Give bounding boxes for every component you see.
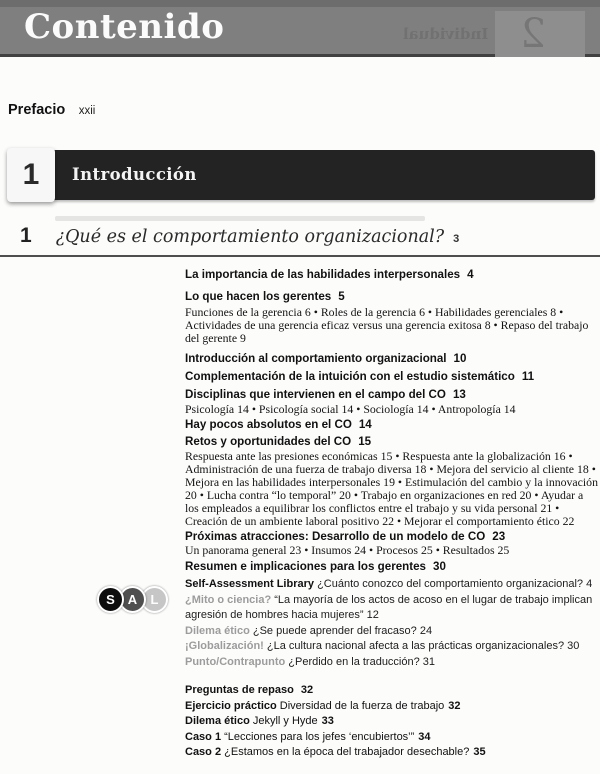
toc-heading-row bbox=[185, 290, 599, 303]
chapter-divider-rule bbox=[0, 255, 600, 257]
feature-page: 4 bbox=[586, 578, 593, 590]
toc-heading-label: Resumen e implicaciones para los gerentes bbox=[185, 560, 426, 573]
end-matter-row bbox=[185, 699, 599, 715]
bleed-through-number: 2 bbox=[520, 11, 546, 57]
end-matter-page: 35 bbox=[473, 746, 486, 758]
chapter-title: ¿Qué es el comportamiento organizacional? bbox=[55, 227, 445, 247]
sal-circle-a: A bbox=[119, 586, 146, 613]
end-matter-title: “Lecciones para los jefes ‘encubiertos’” bbox=[224, 730, 415, 743]
feature-page: 24 bbox=[419, 624, 433, 637]
toc-heading-page: 10 bbox=[453, 352, 467, 365]
print-bleed-smudge bbox=[55, 216, 425, 221]
end-matter-sections bbox=[185, 683, 599, 761]
toc-heading-row bbox=[185, 352, 599, 365]
toc-heading-page: 11 bbox=[521, 370, 535, 383]
feature-title: ¿La cultura nacional afecta a las prácticas organizacionales? bbox=[266, 640, 565, 652]
toc-heading-row bbox=[185, 560, 599, 573]
toc-heading-label: Hay pocos absolutos en el CO bbox=[185, 418, 352, 431]
toc-heading-page: 5 bbox=[338, 290, 345, 303]
toc-heading-page: 23 bbox=[492, 530, 506, 543]
toc-column bbox=[185, 263, 599, 761]
end-matter-row bbox=[185, 683, 599, 699]
toc-subtopics-row: Psicología 14 • Psicología social 14 • Sociología 14 • Antropología 14 bbox=[185, 402, 516, 416]
chapter-heading bbox=[20, 224, 459, 248]
feature-title: ¿Se puede aprender del fracaso? bbox=[252, 624, 417, 637]
toc-subtopics-row: Un panorama general 23 • Insumos 24 • Procesos 25 • Resultados 25 bbox=[185, 543, 510, 557]
toc-heading-row bbox=[185, 388, 599, 401]
toc-heading-row bbox=[185, 435, 599, 448]
end-matter-row bbox=[185, 730, 599, 746]
toc-heading-page: 14 bbox=[358, 418, 372, 431]
bleed-through-label: Individual bbox=[402, 25, 488, 43]
toc-heading-page: 15 bbox=[358, 435, 372, 448]
end-matter-label: Preguntas de repaso bbox=[185, 684, 294, 696]
toc-heading-page: 4 bbox=[467, 268, 474, 281]
feature-row bbox=[185, 655, 599, 671]
end-matter-page: 32 bbox=[300, 684, 314, 696]
feature-row bbox=[185, 577, 599, 593]
end-matter-page: 32 bbox=[448, 699, 461, 712]
part-bar bbox=[54, 150, 595, 200]
feature-label: Self-Assessment Library bbox=[185, 578, 314, 590]
feature-label: Dilema ético bbox=[185, 624, 250, 637]
feature-page: 30 bbox=[567, 640, 580, 652]
end-matter-title: Diversidad de la fuerza de trabajo bbox=[279, 699, 445, 712]
self-assessment-library-icon bbox=[97, 586, 168, 613]
sal-circle-l: L bbox=[141, 586, 168, 613]
part-number-box bbox=[7, 148, 55, 202]
end-matter-title: ¿Estamos en la época del trabajador desechable? bbox=[224, 746, 470, 758]
chapter-number: 1 bbox=[20, 224, 32, 247]
toc-heading-row bbox=[185, 530, 599, 543]
prefacio-row bbox=[8, 101, 95, 119]
feature-sections bbox=[185, 577, 599, 670]
end-matter-title: Jekyll y Hyde bbox=[252, 715, 318, 727]
end-matter-row bbox=[185, 745, 599, 761]
feature-label: Punto/Contrapunto bbox=[185, 655, 286, 668]
end-matter-page: 33 bbox=[321, 715, 334, 727]
part-banner bbox=[0, 148, 600, 202]
feature-row bbox=[185, 624, 599, 640]
toc-heading-page: 30 bbox=[433, 560, 446, 573]
feature-title: “La mayoría de los actos de acoso en el lugar de trabajo implican agresión de hombres hacia mujeres” bbox=[185, 593, 593, 621]
feature-row bbox=[185, 593, 599, 624]
feature-title: ¿Cuánto conozco del comportamiento organizacional? bbox=[317, 578, 584, 590]
toc-heading-page: 13 bbox=[452, 388, 466, 401]
feature-row bbox=[185, 639, 599, 655]
feature-label: ¡Globalización! bbox=[185, 640, 264, 652]
end-matter-label: Dilema ético bbox=[185, 715, 250, 727]
end-matter-label: Caso 1 bbox=[185, 730, 222, 743]
feature-page: 31 bbox=[422, 655, 436, 668]
toc-subtopics-row: Respuesta ante las presiones económicas 15 • Respuesta ante la globalización 16 • Administración de una fuerza de trabajo diversa 18 • Mejora del servicio al cliente 18 • Mejora en las habilidades interpersonales 19 • Estimulación del cambio y la innovación 20 • Lucha contra “lo temporal” 20 • Trabajo en organizaciones en red 20 • Ayudar a los empleados a equilibrar los conflictos entre el trabajo y su vida personal 21 • Creación de un ambiente laboral positivo 22 • Mejorar el comportamiento ético 22 bbox=[185, 449, 598, 528]
end-matter-label: Caso 2 bbox=[185, 746, 222, 758]
toc-heading-row bbox=[185, 418, 599, 431]
toc-heading-label: Disciplinas que intervienen en el campo del CO bbox=[185, 388, 446, 401]
toc-subtopics-row: Funciones de la gerencia 6 • Roles de la gerencia 6 • Habilidades gerenciales 8 • Actividades de una gerencia eficaz versus una gerencia exitosa 8 • Repaso del trabajo del gerente 9 bbox=[185, 305, 589, 345]
toc-heading-row bbox=[185, 268, 599, 281]
toc-heading-label: Retos y oportunidades del CO bbox=[185, 435, 352, 448]
part-title: Introducción bbox=[72, 165, 197, 184]
feature-title: ¿Perdido en la traducción? bbox=[288, 655, 420, 668]
toc-heading-label: Próximas atracciones: Desarrollo de un modelo de CO bbox=[185, 530, 486, 543]
part-number: 1 bbox=[22, 158, 40, 191]
toc-heading-label: Complementación de la intuición con el estudio sistemático bbox=[185, 370, 515, 383]
end-matter-label: Ejercicio práctico bbox=[185, 699, 277, 712]
sal-circle-s: S bbox=[97, 586, 124, 613]
feature-label: ¿Mito o ciencia? bbox=[185, 593, 272, 606]
toc-heading-label: Introducción al comportamiento organizacional bbox=[185, 352, 447, 365]
end-matter-row bbox=[185, 714, 599, 730]
bleed-through-number-box bbox=[495, 11, 585, 57]
page-banner bbox=[0, 0, 600, 57]
page-title: Contenido bbox=[24, 7, 225, 47]
prefacio-page: xxii bbox=[78, 105, 96, 117]
prefacio-label: Prefacio bbox=[8, 102, 66, 118]
toc-heading-label: La importancia de las habilidades interpersonales bbox=[185, 268, 461, 281]
toc-heading-label: Lo que hacen los gerentes bbox=[185, 290, 332, 303]
chapter-page: 3 bbox=[453, 233, 460, 245]
toc-heading-row bbox=[185, 370, 599, 383]
end-matter-page: 34 bbox=[418, 730, 431, 743]
feature-page: 12 bbox=[366, 609, 379, 621]
